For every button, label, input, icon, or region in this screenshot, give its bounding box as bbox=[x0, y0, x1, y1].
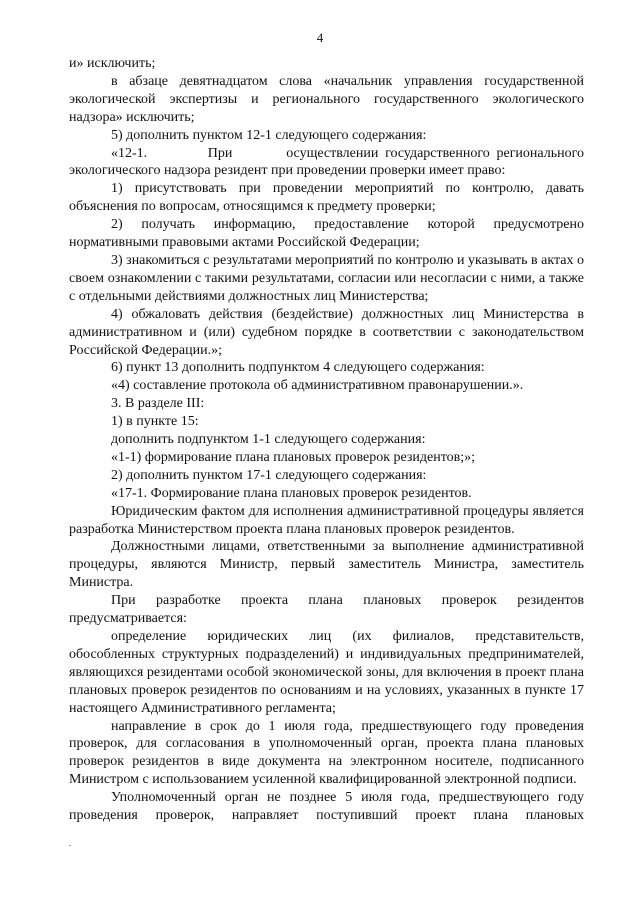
paragraph: «1-1) формирование плана плановых проверок резидентов;»; bbox=[111, 449, 476, 465]
scan-mark bbox=[69, 845, 71, 846]
clause-number: «12-1. bbox=[111, 145, 148, 161]
paragraph: направление в срок до 1 июля года, предшествующего году проведения проверок, для согласования в уполномоченный орган, проекта плана плановых проверок резидентов в виде документа на электронном носителе, подписанного Министром с использованием усиленной квалифицированной электронной подписи. bbox=[69, 718, 584, 788]
paragraph: 4) обжаловать действия (бездействие) должностных лиц Министерства в административном и (или) судебном порядке в соответствии с законодательством Российской Федерации.»; bbox=[69, 306, 584, 358]
paragraph: 3) знакомиться с результатами мероприятий по контролю и указывать в актах о своем ознакомлении с такими результатами, согласии или несогласии с ними, а также с отдельными действиями должностных лиц Министерства; bbox=[69, 252, 584, 304]
paragraph: в абзаце девятнадцатом слова «начальник управления государственной экологической экспертизы и регионального государственного экологического надзора» исключить; bbox=[69, 73, 584, 125]
paragraph: 1) присутствовать при проведении мероприятий по контролю, давать объяснения по вопросам, относящимся к предмету проверки; bbox=[69, 181, 584, 215]
paragraph: 5) дополнить пунктом 12-1 следующего содержания: bbox=[111, 127, 427, 143]
clause-text: осуществлении государственного регионального экологического надзора резидент при проведении проверки имеет право: bbox=[69, 145, 585, 179]
paragraph: «4) составление протокола об административном правонарушении.». bbox=[111, 378, 524, 394]
section-heading: 3. В разделе III: bbox=[111, 396, 205, 412]
paragraph: Уполномоченный орган не позднее 5 июля года, предшествующего году проведения проверок, направляет поступивший проект плана плановых bbox=[69, 790, 584, 824]
paragraph: При разработке проекта плана плановых проверок резидентов предусматривается: bbox=[69, 593, 584, 627]
paragraph: 1) в пункте 15: bbox=[111, 414, 199, 430]
paragraph: дополнить подпунктом 1-1 следующего содержания: bbox=[111, 432, 426, 448]
page-number: 4 bbox=[316, 30, 324, 45]
paragraph bbox=[69, 145, 584, 181]
paragraph: 2) дополнить пунктом 17-1 следующего содержания: bbox=[111, 467, 427, 483]
paragraph: Юридическим фактом для исполнения административной процедуры является разработка Министерством проекта плана плановых проверок резидентов. bbox=[69, 503, 584, 537]
paragraph: Должностными лицами, ответственными за выполнение административной процедуры, являются Министр, первый заместитель Министра, заместитель Министра. bbox=[69, 539, 584, 591]
clause-word: При bbox=[207, 145, 233, 161]
document-body bbox=[69, 55, 584, 825]
paragraph: 6) пункт 13 дополнить подпунктом 4 следующего содержания: bbox=[111, 360, 485, 376]
paragraph: 2) получать информацию, предоставление которой предусмотрено нормативными правовыми актами Российской Федерации; bbox=[69, 217, 584, 251]
paragraph: определение юридических лиц (их филиалов, представительств, обособленных структурных подразделений) и индивидуальных предпринимателей, являющихся резидентами особой экономической зоны, для включения в проект плана плановых проверок резидентов по основаниям и на условиях, указанных в пункте 17 настоящего Административного регламента; bbox=[69, 629, 584, 716]
paragraph: и» исключить; bbox=[69, 56, 156, 71]
paragraph: «17-1. Формирование плана плановых проверок резидентов. bbox=[111, 485, 472, 501]
